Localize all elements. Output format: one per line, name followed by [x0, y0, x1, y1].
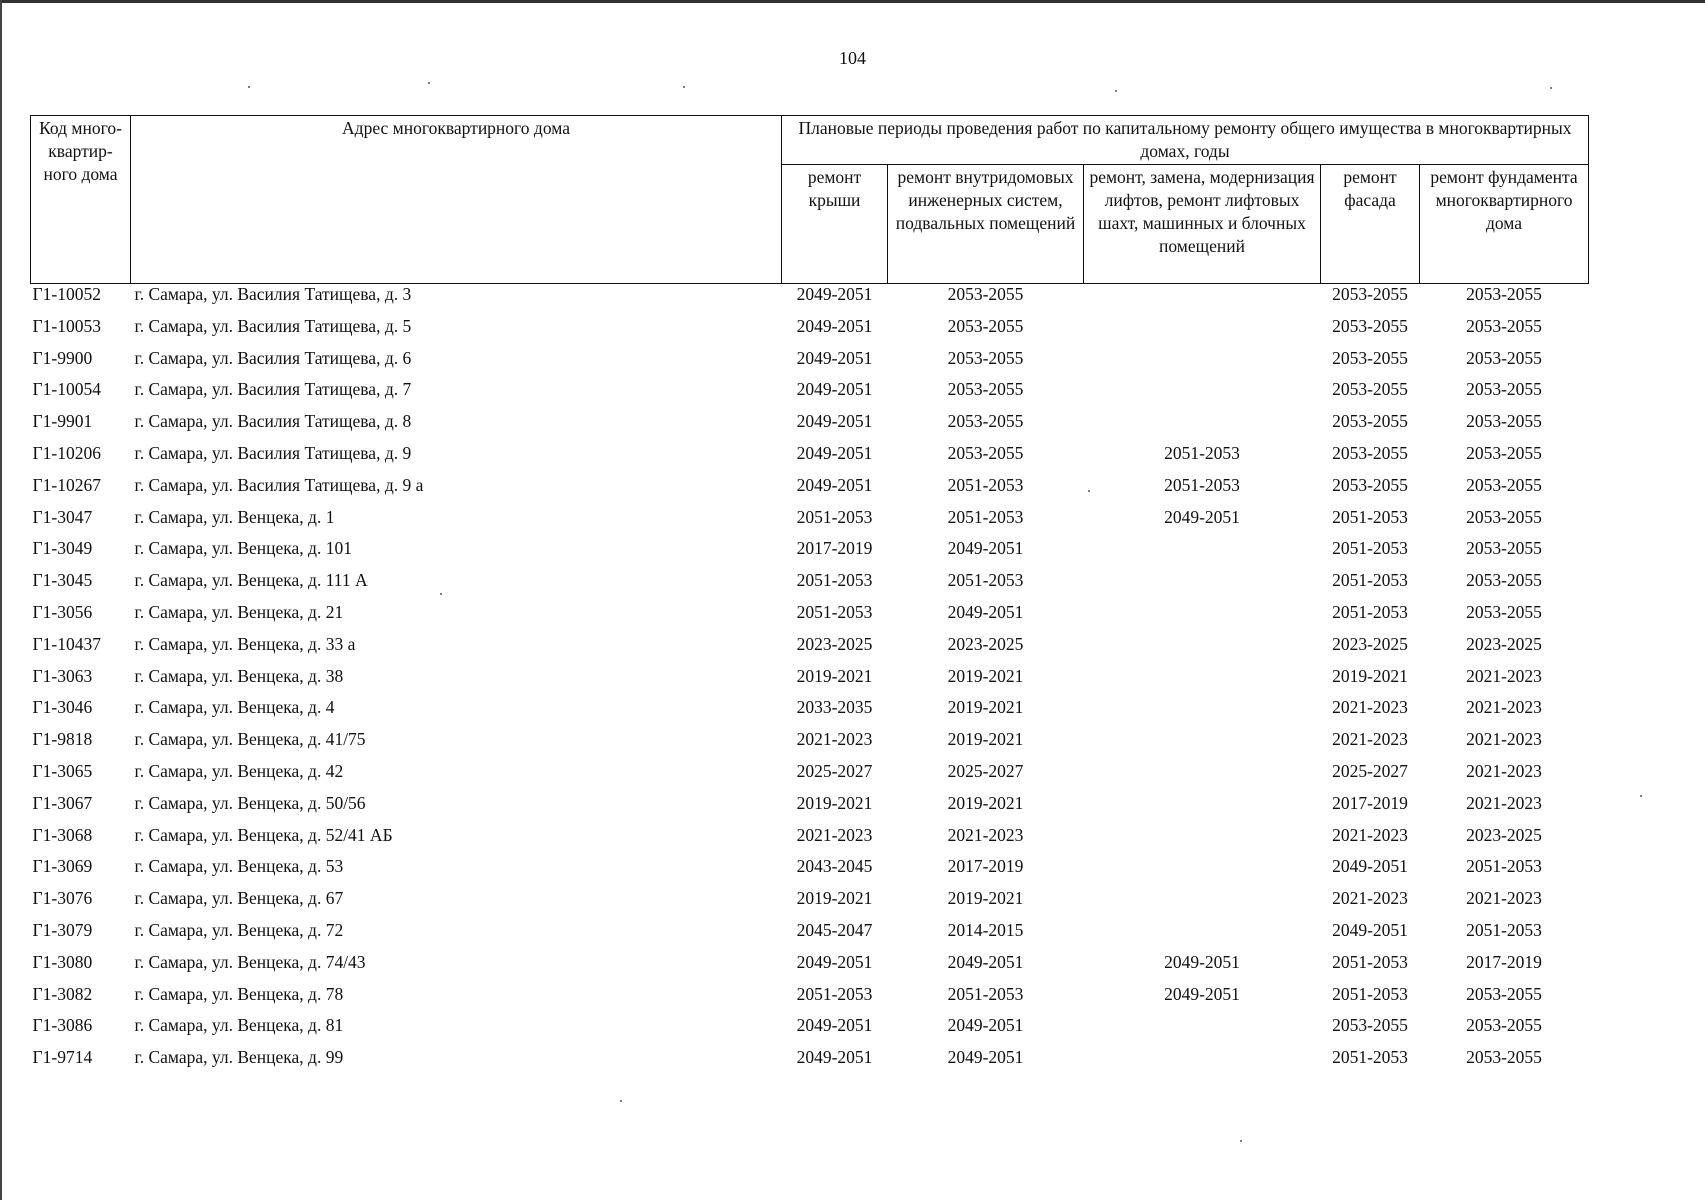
scan-speck: [1115, 90, 1117, 92]
cell-address: г. Самара, ул. Венцека, д. 99: [134, 1047, 344, 1068]
cell-address: г. Самара, ул. Василия Татищева, д. 3: [134, 284, 412, 304]
cell-elevators: [1084, 316, 1321, 348]
cell-roof: 2023-2025: [796, 633, 873, 654]
cell-systems: 2049-2051: [947, 951, 1024, 972]
cell-facade: 2053-2055: [1332, 1015, 1408, 1036]
table-body: [31, 284, 1589, 1079]
cell-facade: 2051-2053: [1332, 983, 1408, 1004]
cell-systems: 2053-2055: [947, 379, 1024, 400]
cell-elevators: 2049-2051: [1164, 506, 1240, 527]
cell-foundation: 2053-2055: [1466, 379, 1542, 400]
cell-foundation: 2053-2055: [1466, 983, 1542, 1004]
cell-code: Г1-3046: [32, 697, 93, 718]
table-row: [31, 825, 1589, 857]
cell-facade: 2053-2055: [1332, 347, 1408, 368]
cell-address: г. Самара, ул. Венцека, д. 50/56: [134, 792, 366, 813]
table-row: [31, 666, 1589, 698]
scan-speck: [248, 86, 250, 88]
cell-facade: 2017-2019: [1332, 792, 1408, 813]
cell-address: г. Самара, ул. Венцека, д. 78: [134, 983, 344, 1004]
cell-code: Г1-3086: [32, 1015, 93, 1036]
table-row: [31, 602, 1589, 634]
capital-repair-table: [30, 115, 1589, 1079]
cell-roof: 2019-2021: [796, 665, 873, 686]
table-row: [31, 888, 1589, 920]
cell-roof: 2021-2023: [796, 729, 873, 750]
cell-code: Г1-10053: [32, 315, 101, 336]
cell-foundation: 2021-2023: [1466, 697, 1542, 718]
cell-roof: 2049-2051: [796, 1047, 873, 1068]
cell-facade: 2053-2055: [1332, 379, 1408, 400]
cell-systems: 2023-2025: [947, 633, 1024, 654]
cell-elevators: [1084, 888, 1321, 920]
cell-roof: 2049-2051: [796, 347, 873, 368]
scan-speck: [1240, 1140, 1242, 1142]
cell-facade: 2053-2055: [1332, 411, 1408, 432]
cell-roof: 2051-2053: [796, 601, 873, 622]
cell-systems: 2019-2021: [947, 888, 1024, 909]
cell-code: Г1-3082: [32, 983, 93, 1004]
cell-foundation: 2021-2023: [1466, 665, 1542, 686]
header-systems: ремонт внутридомовых инженерных систем, подвальных помещений: [888, 165, 1084, 284]
cell-roof: 2049-2051: [796, 442, 873, 463]
cell-code: Г1-3063: [32, 665, 93, 686]
cell-systems: 2025-2027: [947, 760, 1024, 781]
cell-code: Г1-3056: [32, 601, 93, 622]
table-row: [31, 984, 1589, 1016]
cell-code: Г1-9714: [32, 1047, 93, 1068]
cell-roof: 2051-2053: [796, 570, 873, 591]
cell-systems: 2021-2023: [947, 824, 1024, 845]
cell-elevators: [1084, 379, 1321, 411]
cell-facade: 2051-2053: [1332, 538, 1408, 559]
cell-code: Г1-10437: [32, 633, 101, 654]
cell-facade: 2051-2053: [1332, 951, 1408, 972]
cell-elevators: [1084, 1047, 1321, 1079]
cell-systems: 2019-2021: [947, 665, 1024, 686]
cell-systems: 2051-2053: [947, 474, 1024, 495]
table-row: [31, 507, 1589, 539]
cell-elevators: [1084, 634, 1321, 666]
cell-systems: 2053-2055: [947, 347, 1024, 368]
cell-address: г. Самара, ул. Василия Татищева, д. 8: [134, 411, 412, 432]
cell-elevators: [1084, 602, 1321, 634]
table-row: [31, 348, 1589, 380]
cell-roof: 2049-2051: [796, 379, 873, 400]
cell-foundation: 2051-2053: [1466, 856, 1542, 877]
cell-roof: 2033-2035: [796, 697, 873, 718]
cell-facade: 2053-2055: [1332, 442, 1408, 463]
cell-facade: 2025-2027: [1332, 760, 1408, 781]
cell-facade: 2051-2053: [1332, 570, 1408, 591]
cell-roof: 2051-2053: [796, 506, 873, 527]
cell-code: Г1-3069: [32, 856, 93, 877]
cell-roof: 2049-2051: [796, 951, 873, 972]
cell-foundation: 2053-2055: [1466, 411, 1542, 432]
table-row: [31, 1015, 1589, 1047]
cell-code: Г1-10052: [32, 284, 101, 304]
scan-speck: [428, 82, 430, 84]
cell-elevators: [1084, 666, 1321, 698]
cell-address: г. Самара, ул. Василия Татищева, д. 9: [134, 442, 412, 463]
cell-facade: 2021-2023: [1332, 729, 1408, 750]
cell-elevators: [1084, 920, 1321, 952]
cell-foundation: 2023-2025: [1466, 633, 1542, 654]
cell-code: Г1-3065: [32, 760, 93, 781]
cell-roof: 2045-2047: [796, 919, 873, 940]
table-row: [31, 920, 1589, 952]
header-address: Адрес многоквартирного дома: [131, 116, 782, 284]
cell-elevators: [1084, 1015, 1321, 1047]
cell-roof: 2051-2053: [796, 983, 873, 1004]
cell-foundation: 2053-2055: [1466, 1047, 1542, 1068]
cell-foundation: 2053-2055: [1466, 315, 1542, 336]
cell-elevators: [1084, 825, 1321, 857]
cell-facade: 2021-2023: [1332, 824, 1408, 845]
cell-systems: 2017-2019: [947, 856, 1024, 877]
cell-foundation: 2021-2023: [1466, 792, 1542, 813]
cell-systems: 2051-2053: [947, 506, 1024, 527]
table-row: [31, 634, 1589, 666]
table-row: [31, 856, 1589, 888]
cell-roof: 2049-2051: [796, 284, 873, 304]
header-planned-periods: Плановые периоды проведения работ по капитальному ремонту общего имущества в многоквартирных домах, годы: [782, 116, 1589, 165]
cell-elevators: [1084, 793, 1321, 825]
cell-address: г. Самара, ул. Василия Татищева, д. 5: [134, 315, 412, 336]
cell-facade: 2051-2053: [1332, 1047, 1408, 1068]
cell-code: Г1-3047: [32, 506, 93, 527]
cell-foundation: 2053-2055: [1466, 506, 1542, 527]
cell-facade: 2049-2051: [1332, 919, 1408, 940]
table-row: [31, 316, 1589, 348]
cell-code: Г1-10206: [32, 442, 101, 463]
cell-foundation: 2053-2055: [1466, 570, 1542, 591]
cell-roof: 2019-2021: [796, 888, 873, 909]
cell-facade: 2051-2053: [1332, 601, 1408, 622]
cell-address: г. Самара, ул. Венцека, д. 67: [134, 888, 344, 909]
cell-roof: 2049-2051: [796, 1015, 873, 1036]
cell-address: г. Самара, ул. Венцека, д. 21: [134, 601, 344, 622]
table-row: [31, 443, 1589, 475]
cell-code: Г1-3067: [32, 792, 93, 813]
cell-roof: 2049-2051: [796, 411, 873, 432]
cell-foundation: 2053-2055: [1466, 284, 1542, 304]
cell-facade: 2053-2055: [1332, 474, 1408, 495]
cell-code: Г1-9818: [32, 729, 93, 750]
cell-systems: 2053-2055: [947, 411, 1024, 432]
cell-address: г. Самара, ул. Венцека, д. 52/41 АБ: [134, 824, 393, 845]
table-row: [31, 697, 1589, 729]
cell-foundation: 2021-2023: [1466, 888, 1542, 909]
cell-facade: 2023-2025: [1332, 633, 1408, 654]
cell-address: г. Самара, ул. Венцека, д. 111 А: [134, 570, 368, 591]
scan-border-left: [0, 0, 2, 1200]
table-row: [31, 379, 1589, 411]
cell-roof: 2049-2051: [796, 315, 873, 336]
cell-foundation: 2017-2019: [1466, 951, 1542, 972]
cell-foundation: 2023-2025: [1466, 824, 1542, 845]
cell-systems: 2053-2055: [947, 284, 1024, 304]
scan-border-top: [0, 0, 1705, 3]
cell-systems: 2019-2021: [947, 792, 1024, 813]
cell-facade: 2051-2053: [1332, 506, 1408, 527]
cell-address: г. Самара, ул. Венцека, д. 81: [134, 1015, 344, 1036]
cell-code: Г1-3080: [32, 951, 93, 972]
scan-speck: [1640, 795, 1642, 797]
cell-elevators: 2051-2053: [1164, 442, 1240, 463]
cell-systems: 2019-2021: [947, 697, 1024, 718]
cell-address: г. Самара, ул. Венцека, д. 42: [134, 760, 344, 781]
cell-address: г. Самара, ул. Венцека, д. 1: [134, 506, 335, 527]
cell-code: Г1-9900: [32, 347, 93, 368]
cell-elevators: 2049-2051: [1164, 983, 1240, 1004]
cell-address: г. Самара, ул. Венцека, д. 74/43: [134, 951, 366, 972]
header-elevators: ремонт, замена, модернизация лифтов, ремонт лифтовых шахт, машинных и блочных помещений: [1084, 165, 1321, 284]
cell-code: Г1-10267: [32, 474, 101, 495]
cell-facade: 2019-2021: [1332, 665, 1408, 686]
cell-foundation: 2053-2055: [1466, 601, 1542, 622]
table-row: [31, 475, 1589, 507]
cell-address: г. Самара, ул. Василия Татищева, д. 7: [134, 379, 412, 400]
cell-systems: 2049-2051: [947, 1047, 1024, 1068]
table-row: [31, 761, 1589, 793]
cell-facade: 2053-2055: [1332, 284, 1408, 304]
cell-address: г. Самара, ул. Венцека, д. 101: [134, 538, 352, 559]
cell-code: Г1-3079: [32, 919, 93, 940]
cell-elevators: [1084, 856, 1321, 888]
cell-systems: 2053-2055: [947, 315, 1024, 336]
cell-roof: 2019-2021: [796, 792, 873, 813]
cell-facade: 2053-2055: [1332, 315, 1408, 336]
cell-roof: 2017-2019: [796, 538, 873, 559]
scan-speck: [683, 86, 685, 88]
cell-systems: 2019-2021: [947, 729, 1024, 750]
cell-foundation: 2053-2055: [1466, 474, 1542, 495]
cell-address: г. Самара, ул. Венцека, д. 41/75: [134, 729, 366, 750]
cell-roof: 2021-2023: [796, 824, 873, 845]
cell-code: Г1-9901: [32, 411, 93, 432]
cell-address: г. Самара, ул. Венцека, д. 53: [134, 856, 344, 877]
cell-elevators: [1084, 761, 1321, 793]
table-row: [31, 1047, 1589, 1079]
cell-elevators: 2051-2053: [1164, 474, 1240, 495]
cell-address: г. Самара, ул. Венцека, д. 38: [134, 665, 344, 686]
cell-elevators: [1084, 538, 1321, 570]
cell-roof: 2025-2027: [796, 760, 873, 781]
cell-foundation: 2053-2055: [1466, 347, 1542, 368]
cell-code: Г1-3068: [32, 824, 93, 845]
cell-foundation: 2053-2055: [1466, 1015, 1542, 1036]
table-row: [31, 538, 1589, 570]
header-code: Код много-квартир-ного дома: [31, 116, 131, 284]
cell-code: Г1-3045: [32, 570, 93, 591]
cell-roof: 2049-2051: [796, 474, 873, 495]
cell-elevators: [1084, 570, 1321, 602]
cell-roof: 2043-2045: [796, 856, 873, 877]
cell-elevators: [1084, 697, 1321, 729]
cell-address: г. Самара, ул. Василия Татищева, д. 9 а: [134, 474, 424, 495]
cell-code: Г1-3049: [32, 538, 93, 559]
cell-systems: 2049-2051: [947, 538, 1024, 559]
header-foundation: ремонт фундамента многоквартирного дома: [1420, 165, 1589, 284]
cell-systems: 2051-2053: [947, 570, 1024, 591]
table-row: [31, 729, 1589, 761]
cell-foundation: 2021-2023: [1466, 760, 1542, 781]
page-number: 104: [839, 48, 866, 68]
scan-speck: [620, 1100, 622, 1102]
cell-elevators: 2049-2051: [1164, 951, 1240, 972]
table-row: [31, 793, 1589, 825]
cell-elevators: [1084, 348, 1321, 380]
cell-elevators: [1084, 411, 1321, 443]
cell-address: г. Самара, ул. Венцека, д. 72: [134, 919, 344, 940]
cell-systems: 2049-2051: [947, 1015, 1024, 1036]
table-row: [31, 284, 1589, 316]
header-facade: ремонт фасада: [1321, 165, 1420, 284]
cell-address: г. Самара, ул. Венцека, д. 33 а: [134, 633, 356, 654]
cell-facade: 2049-2051: [1332, 856, 1408, 877]
cell-address: г. Самара, ул. Венцека, д. 4: [134, 697, 335, 718]
cell-foundation: 2051-2053: [1466, 919, 1542, 940]
cell-facade: 2021-2023: [1332, 888, 1408, 909]
cell-elevators: [1084, 284, 1321, 316]
cell-foundation: 2053-2055: [1466, 538, 1542, 559]
cell-code: Г1-10054: [32, 379, 101, 400]
table-row: [31, 411, 1589, 443]
cell-foundation: 2021-2023: [1466, 729, 1542, 750]
table-row: [31, 570, 1589, 602]
cell-systems: 2051-2053: [947, 983, 1024, 1004]
table-row: [31, 952, 1589, 984]
scan-speck: [1550, 87, 1552, 89]
header-roof: ремонт крыши: [782, 165, 888, 284]
cell-systems: 2053-2055: [947, 442, 1024, 463]
cell-foundation: 2053-2055: [1466, 442, 1542, 463]
cell-systems: 2014-2015: [947, 919, 1024, 940]
cell-facade: 2021-2023: [1332, 697, 1408, 718]
cell-address: г. Самара, ул. Василия Татищева, д. 6: [134, 347, 412, 368]
cell-systems: 2049-2051: [947, 601, 1024, 622]
cell-code: Г1-3076: [32, 888, 93, 909]
cell-elevators: [1084, 729, 1321, 761]
